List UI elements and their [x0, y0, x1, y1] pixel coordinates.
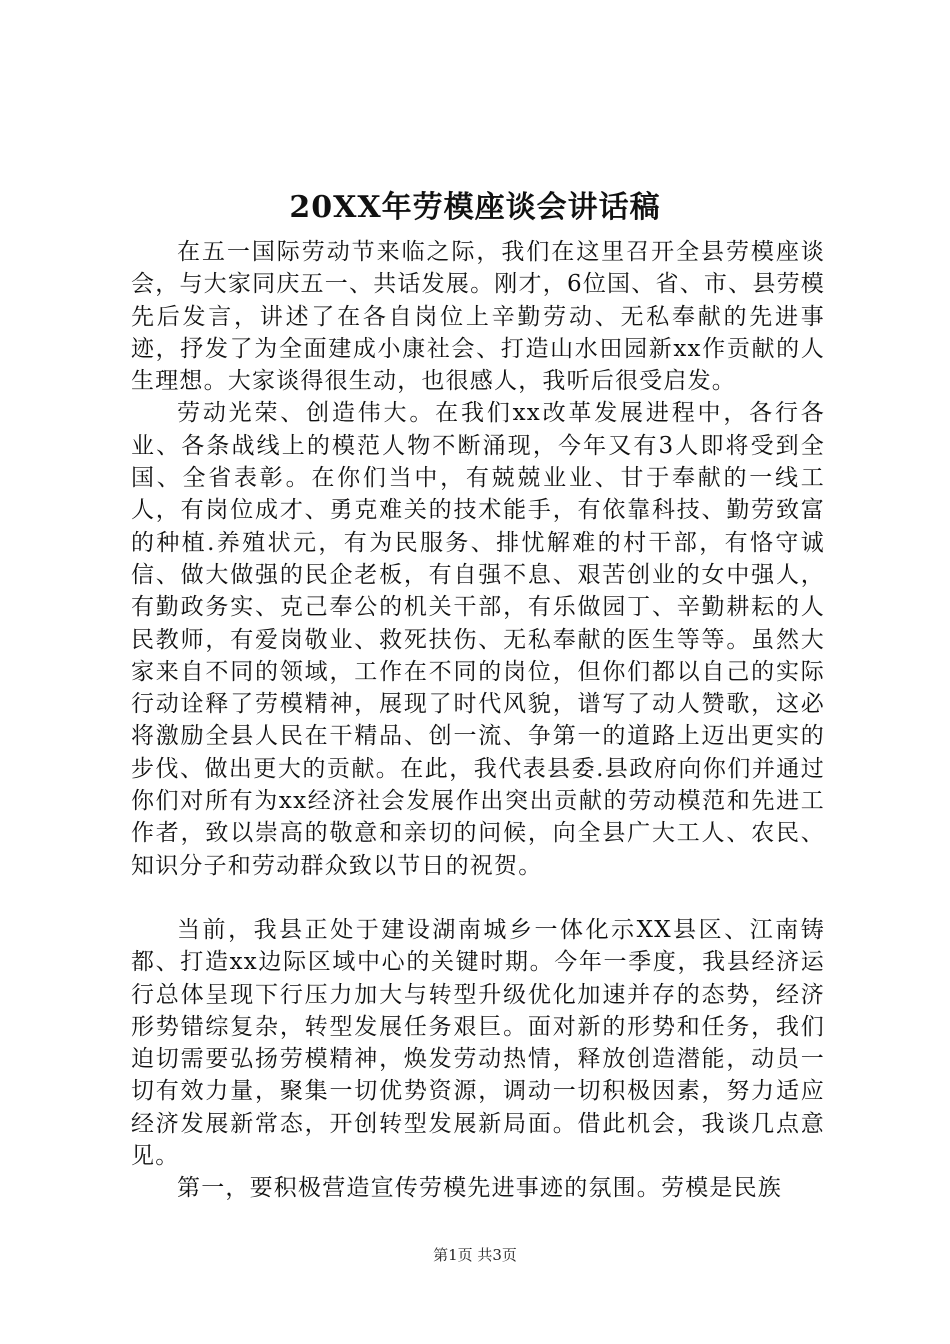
paragraph-point-one: 第一，要积极营造宣传劳模先进事迹的氛围。劳模是民族 [177, 1175, 782, 1202]
paragraph-spacer [131, 882, 825, 914]
paragraph-opening: 在五一国际劳动节来临之际，我们在这里召开全县劳模座谈会，与大家同庆五一、共话发展。刚才，6位国、省、市、县劳模先后发言，讲述了在各自岗位上辛勤劳动、无私奉献的先进事迹，抒发了为全面建成小康社会、打造山水田园新xx作贡献的人生理想。大家谈得很生动，也很感人，我听后很受启发。 [131, 239, 825, 395]
document-body [131, 236, 825, 1205]
paragraph-current-situation: 当前，我县正处于建设湖南城乡一体化示XX县区、江南铸都、打造xx边际区域中心的关键时期。今年一季度，我县经济运行总体呈现下行压力加大与转型升级优化加速并存的态势，经济形势错综复杂，转型发展任务艰巨。面对新的形势和任务，我们迫切需要弘扬劳模精神，焕发劳动热情，释放创造潜能，动员一切有效力量，聚集一切优势资源，调动一切积极因素，努力适应经济发展新常态，开创转型发展新局面。借此机会，我谈几点意见。 [131, 916, 825, 1170]
document-title: 20XX年劳模座谈会讲话稿 [289, 190, 661, 225]
paragraph-labor-glory: 劳动光荣、创造伟大。在我们xx改革发展进程中，各行各业、各条战线上的模范人物不断涌现，今年又有3人即将受到全国、全省表彰。在你们当中，有兢兢业业、甘于奉献的一线工人，有岗位成才、勇克难关的技术能手，有依靠科技、勤劳致富的种植.养殖状元，有为民服务、排忧解难的村干部，有恪守诚信、做大做强的民企老板，有自强不息、艰苦创业的女中强人，有勤政务实、克己奉公的机关干部，有乐做园丁、辛勤耕耘的人民教师，有爱岗敬业、救死扶伤、无私奉献的医生等等。虽然大家来自不同的领域，工作在不同的岗位，但你们都以自己的实际行动诠释了劳模精神，展现了时代风貌，谱写了动人赞歌，这必将激励全县人民在干精品、创一流、争第一的道路上迈出更实的步伐、做出更大的贡献。在此，我代表县委.县政府向你们并通过你们对所有为xx经济社会发展作出突出贡献的劳动模范和先进工作者，致以崇高的敬意和亲切的问候，向全县广大工人、农民、知识分子和劳动群众致以节日的祝贺。 [131, 400, 825, 879]
page-footer: 第1页 共3页 [433, 1246, 517, 1264]
